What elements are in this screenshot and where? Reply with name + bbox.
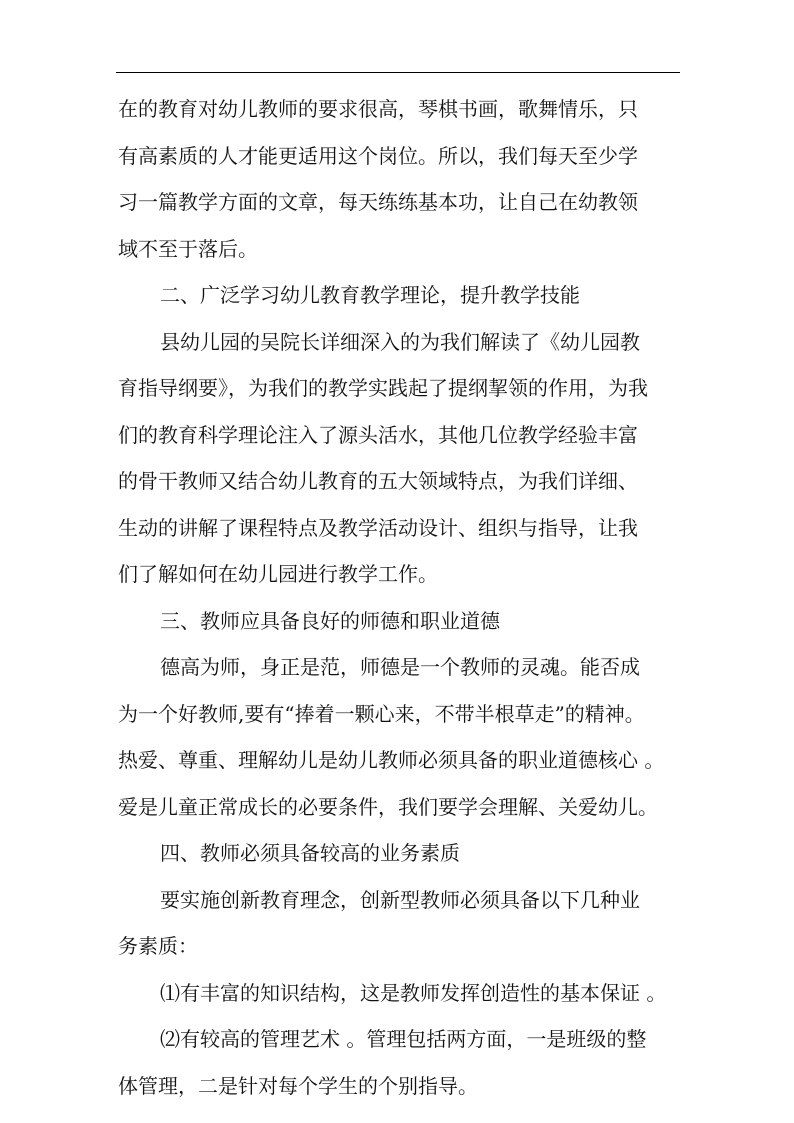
text-line: 育指导纲要》，为我们的教学实践起了提纲挈领的作用，为我 <box>118 376 648 400</box>
text-line: 有高素质的人才能更适用这个岗位。所以，我们每天至少学 <box>118 143 638 168</box>
text-line: 四、教师必须具备较高的业务素质 <box>160 841 460 865</box>
text-line: 为一个好教师,要有“捧着一颗心来，不带半根草走”的精神。 <box>118 701 645 726</box>
text-line: 热爱、尊重、理解幼儿是幼儿教师必须具备的职业道德核心 。 <box>118 748 665 772</box>
text-line: 域不至于落后。 <box>118 236 258 261</box>
text-line: 生动的讲解了课程特点及教学活动设计、组织与指导，让我 <box>118 515 638 540</box>
text-line: 体管理，二是针对每个学生的个别指导。 <box>118 1073 478 1098</box>
text-line: ⑵有较高的管理艺术 。管理包括两方面，一是班级的整 <box>160 1027 647 1051</box>
body-text <box>118 86 690 1109</box>
text-line: 三、教师应具备良好的师德和职业道德 <box>160 608 500 633</box>
text-line: 务素质： <box>118 934 198 958</box>
text-line: 县幼儿园的吴院长详细深入的为我们解读了《幼儿园教 <box>160 329 640 354</box>
text-line: 爱是儿童正常成长的必要条件，我们要学会理解、关爱幼儿。 <box>118 794 658 819</box>
text-line: 二、广泛学习幼儿教育教学理论，提升教学技能 <box>160 283 580 307</box>
header-rule <box>116 72 680 73</box>
text-line: 习一篇教学方面的文章，每天练练基本功，让自己在幼教领 <box>118 190 638 214</box>
text-line: 的骨干教师又结合幼儿教育的五大领域特点，为我们详细、 <box>118 469 638 493</box>
text-line: ⑴有丰富的知识结构，这是教师发挥创造性的基本保证 。 <box>160 980 667 1005</box>
text-line: 们的教育科学理论注入了源头活水，其他几位教学经验丰富 <box>118 422 638 447</box>
text-line: 要实施创新教育理念，创新型教师必须具备以下几种业 <box>160 887 640 912</box>
text-line: 德高为师，身正是范，师德是一个教师的灵魂。能否成 <box>160 655 640 679</box>
text-line: 在的教育对幼儿教师的要求很高，琴棋书画，歌舞情乐，只 <box>118 97 638 121</box>
text-line: 们了解如何在幼儿园进行教学工作。 <box>118 562 438 586</box>
